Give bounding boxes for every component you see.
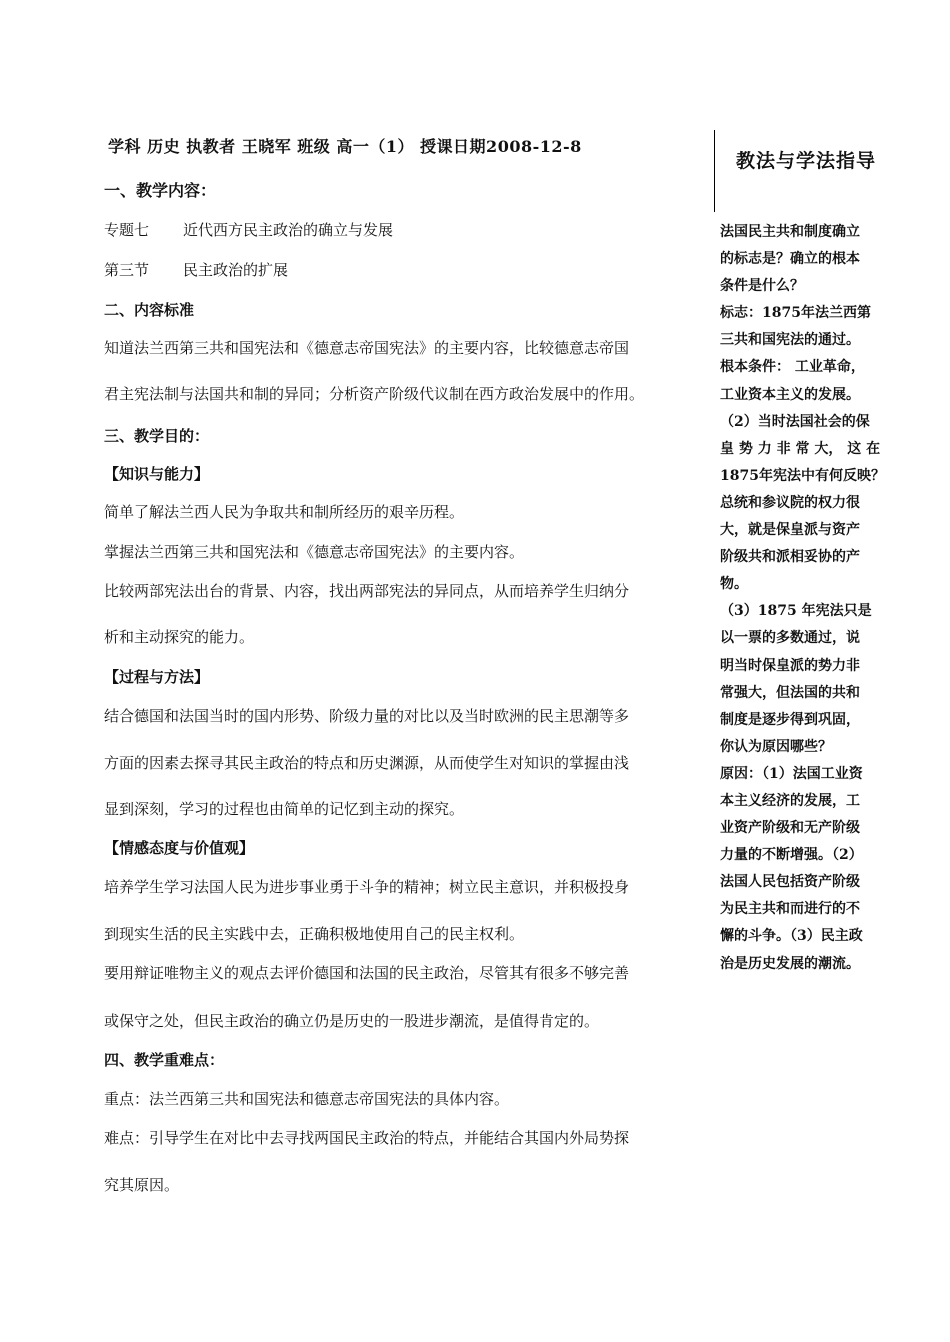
subsection-title-process: 【过程与方法】 — [104, 668, 210, 686]
sidebar-line: 大，就是保皇派与资产 — [720, 522, 860, 539]
sidebar-line: 以一票的多数通过，说 — [720, 630, 860, 647]
difficult-point-text: 难点：引导学生在对比中去寻找两国民主政治的特点，并能结合其国内外局势探 — [104, 1129, 630, 1147]
sidebar-line: 原因：（1）法国工业资 — [720, 765, 863, 782]
sidebar-line: 的标志是？确立的根本 — [720, 251, 860, 268]
standard-text: 君主宪法制与法国共和制的异同；分析资产阶级代议制在西方政治发展中的作用。 — [104, 385, 645, 403]
section-title-content: 一、教学内容： — [104, 181, 217, 200]
sidebar-line: 业资产阶级和无产阶级 — [720, 820, 860, 837]
process-text: 方面的因素去探寻其民主政治的特点和历史渊源，从而使学生对知识的掌握由浅 — [104, 754, 630, 772]
sidebar-line: （3）1875 年宪法只是 — [720, 603, 872, 620]
sidebar-line: 力量的不断增强。（2） — [720, 847, 863, 864]
emotion-text: 要用辩证唯物主义的观点去评价德国和法国的民主政治，尽管其有很多不够完善 — [104, 964, 630, 982]
lesson-header: 学科 历史 执教者 王晓军 班级 高一（1） 授课日期2008-12-8 — [108, 137, 582, 156]
subsection-title-emotion: 【情感态度与价值观】 — [104, 839, 255, 857]
topic-line — [104, 219, 393, 240]
sidebar-line: 为民主共和而进行的不 — [720, 901, 860, 918]
sidebar-line: 根本条件： 工业革命， — [720, 359, 865, 376]
standard-text: 知道法兰西第三共和国宪法和《德意志帝国宪法》的主要内容，比较德意志帝国 — [104, 339, 630, 357]
subsection-title-knowledge: 【知识与能力】 — [104, 465, 210, 483]
sidebar-line: 制度是逐步得到巩固， — [720, 711, 860, 728]
sidebar-line: 工业资本主义的发展。 — [720, 386, 860, 403]
sidebar-line: 明当时保皇派的势力非 — [720, 657, 860, 674]
emotion-text: 培养学生学习法国人民为进步事业勇于斗争的精神；树立民主意识，并积极投身 — [104, 878, 630, 896]
sidebar-line: 皇 势 力 非 常 大， 这 在 — [720, 440, 881, 457]
sidebar-line: 总统和参议院的权力很 — [720, 494, 860, 511]
process-text: 结合德国和法国当时的国内形势、阶级力量的对比以及当时欧洲的民主思潮等多 — [104, 707, 630, 725]
sidebar-line: 本主义经济的发展，工 — [720, 792, 860, 809]
section-title-standard: 二、内容标准 — [104, 301, 195, 319]
topic-label: 专题七 — [104, 221, 150, 239]
emotion-text: 或保守之处，但民主政治的确立仍是历史的一股进步潮流，是值得肯定的。 — [104, 1012, 600, 1030]
section-title-objectives: 三、教学目的： — [104, 427, 210, 445]
sidebar-title: 教法与学法指导 — [736, 150, 877, 172]
sidebar-line: 常强大，但法国的共和 — [720, 684, 860, 701]
sidebar-line: 治是历史发展的潮流。 — [720, 955, 860, 972]
sidebar-line: 标志：1875年法兰西第 — [720, 305, 871, 322]
section-label: 第三节 — [104, 261, 150, 279]
sidebar-line: 阶级共和派相妥协的产 — [720, 549, 860, 566]
sidebar-line: 三共和国宪法的通过。 — [720, 332, 860, 349]
key-point-text: 重点：法兰西第三共和国宪法和德意志帝国宪法的具体内容。 — [104, 1090, 510, 1108]
sidebar-line: 1875年宪法中有何反映？ — [720, 467, 885, 484]
sidebar-line: 懈的斗争。（3）民主政 — [720, 928, 863, 945]
knowledge-text: 简单了解法兰西人民为争取共和制所经历的艰辛历程。 — [104, 503, 465, 521]
sidebar-line: 条件是什么？ — [720, 278, 804, 295]
knowledge-text: 掌握法兰西第三共和国宪法和《德意志帝国宪法》的主要内容。 — [104, 543, 525, 561]
sidebar-divider — [714, 130, 715, 212]
section-line — [104, 259, 288, 280]
difficult-point-text: 究其原因。 — [104, 1176, 180, 1194]
sidebar-line: 法国民主共和制度确立 — [720, 224, 860, 240]
knowledge-text: 比较两部宪法出台的背景、内容，找出两部宪法的异同点，从而培养学生归纳分 — [104, 582, 630, 600]
section-text: 民主政治的扩展 — [183, 261, 289, 279]
emotion-text: 到现实生活的民主实践中去，正确积极地使用自己的民主权利。 — [104, 925, 525, 943]
knowledge-text: 析和主动探究的能力。 — [104, 628, 255, 646]
sidebar-line: 法国人民包括资产阶级 — [720, 874, 860, 891]
sidebar-line: 你认为原因哪些？ — [720, 738, 832, 755]
section-title-key-points: 四、教学重难点： — [104, 1051, 225, 1069]
process-text: 显到深刻，学习的过程也由简单的记忆到主动的探究。 — [104, 800, 465, 818]
topic-text: 近代西方民主政治的确立与发展 — [183, 221, 394, 239]
sidebar-guidance — [720, 219, 896, 978]
sidebar-line: 物。 — [720, 576, 748, 593]
sidebar-line: （2）当时法国社会的保 — [720, 413, 870, 430]
